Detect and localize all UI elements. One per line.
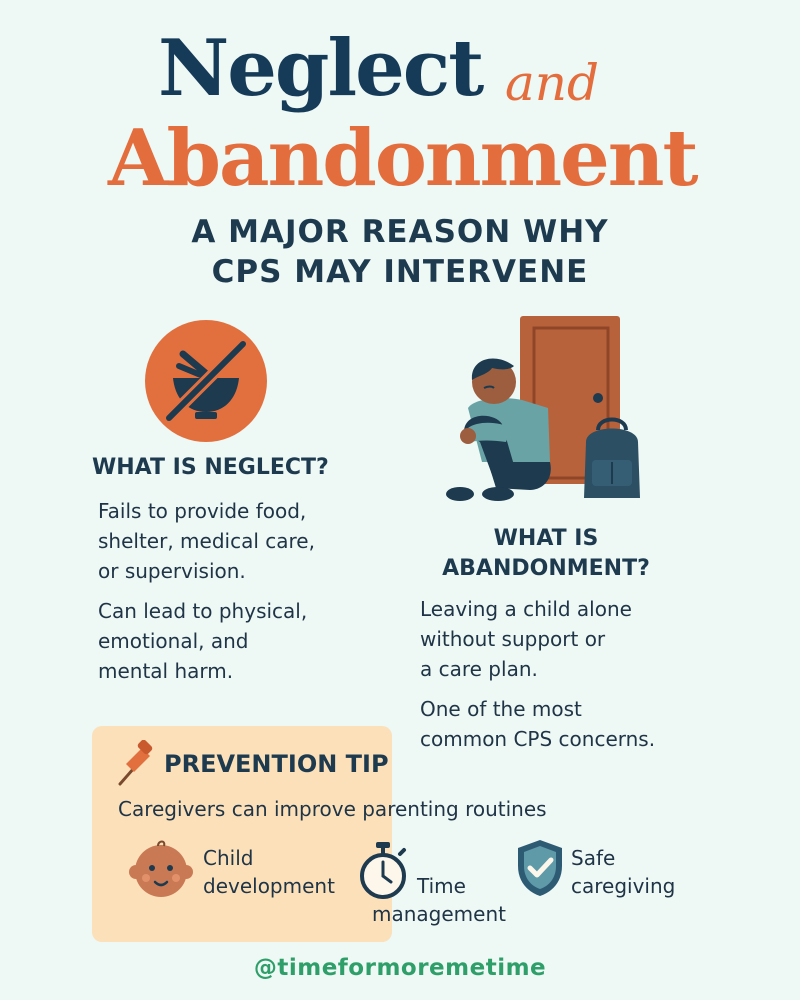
- abandonment-heading-line: ABANDONMENT?: [442, 556, 650, 581]
- baby-face-icon: [128, 838, 194, 900]
- neglect-heading: WHAT IS NEGLECT?: [92, 455, 329, 480]
- tip-item-child-development: [203, 844, 335, 900]
- tip-item-label: caregiving: [571, 874, 676, 898]
- title-abandonment: Abandonment: [108, 113, 697, 204]
- title-neglect: Neglect: [158, 23, 483, 114]
- title-connector: and: [505, 54, 600, 112]
- neglect-harm-line: emotional, and: [98, 629, 249, 653]
- neglect-harm-line: Can lead to physical,: [98, 599, 308, 623]
- tip-item-label: Time: [417, 874, 466, 898]
- shield-check-icon: [514, 838, 566, 898]
- abandonment-definition-line: without support or: [420, 627, 606, 651]
- neglect-definition-line: or supervision.: [98, 559, 246, 583]
- abandonment-definition-line: a care plan.: [420, 657, 538, 681]
- neglect-definition-line: Fails to provide food,: [98, 499, 307, 523]
- tip-item-label: management: [372, 902, 506, 926]
- tip-item-time-management: [372, 872, 506, 928]
- abandonment-concern: [420, 694, 655, 754]
- neglect-harm-line: mental harm.: [98, 659, 234, 683]
- abandonment-concern-line: One of the most: [420, 697, 582, 721]
- neglect-harm: [98, 596, 307, 686]
- abandonment-concern-line: common CPS concerns.: [420, 727, 656, 751]
- neglect-definition-line: shelter, medical care,: [98, 529, 315, 553]
- tip-item-label: development: [203, 874, 335, 898]
- footer-handle: @timeformoremetime: [253, 955, 547, 981]
- abandonment-heading: [428, 524, 664, 584]
- subtitle-line-2: CPS MAY INTERVENE: [211, 254, 589, 290]
- tip-item-label: Safe: [571, 846, 616, 870]
- subtitle-line-1: A MAJOR REASON WHY: [191, 214, 609, 250]
- tip-item-label: Child: [203, 846, 254, 870]
- prevention-heading: PREVENTION TIP: [164, 750, 389, 778]
- abandonment-heading-line: WHAT IS: [493, 526, 599, 551]
- abandonment-definition: [420, 594, 632, 684]
- no-food-bowl-icon: [145, 320, 267, 442]
- tip-item-safe-caregiving: [571, 844, 675, 900]
- child-sitting-by-door-illustration: [438, 312, 648, 508]
- abandonment-definition-line: Leaving a child alone: [420, 597, 632, 621]
- pushpin-icon: [112, 740, 156, 788]
- neglect-definition: [98, 496, 315, 586]
- prevention-text: Caregivers can improve parenting routines: [118, 797, 547, 821]
